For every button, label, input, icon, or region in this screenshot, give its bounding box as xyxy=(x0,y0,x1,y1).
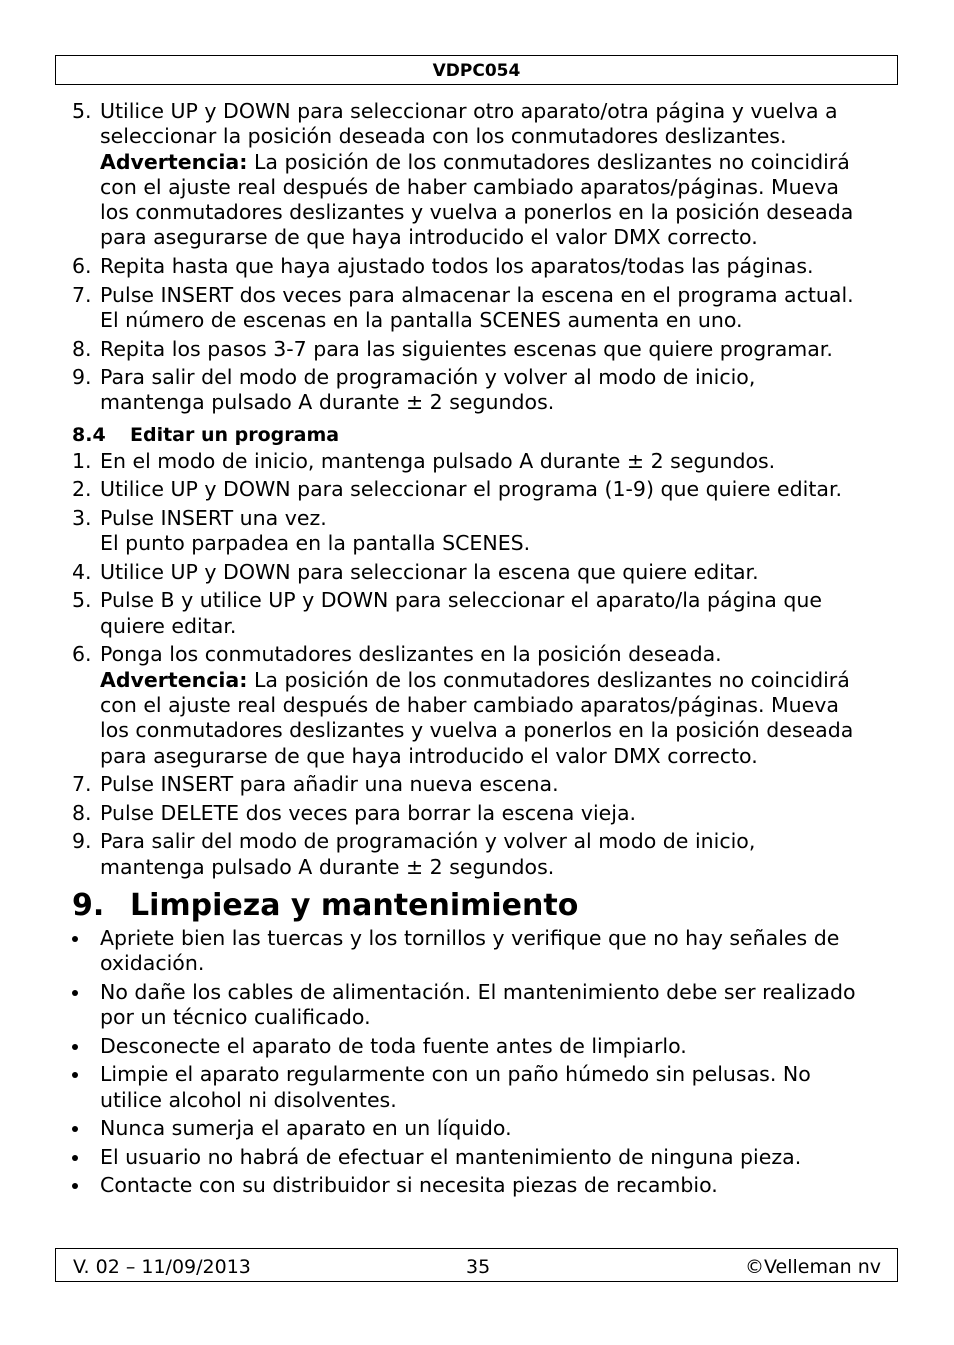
warning-line xyxy=(100,150,898,175)
list-item xyxy=(72,801,898,826)
section-title: Editar un programa xyxy=(130,423,340,446)
step-number: 9. xyxy=(72,829,92,854)
list-item xyxy=(72,926,898,977)
step-text-line: Repita los pasos 3-7 para las siguientes escenas que quiere programar. xyxy=(100,336,833,361)
list-item xyxy=(72,560,898,585)
steps-list-continued xyxy=(72,99,898,416)
list-item xyxy=(72,506,898,557)
step-number: 8. xyxy=(72,336,92,361)
footer-copyright: ©Velleman nv xyxy=(745,1256,881,1278)
step-number: 7. xyxy=(72,282,92,307)
list-item xyxy=(72,1145,898,1170)
step-text-line: Utilice UP y DOWN para seleccionar otro aparato/otra página y vuelva a xyxy=(100,99,838,123)
step-number: 2. xyxy=(72,477,92,502)
step-text-line: Pulse INSERT una vez. xyxy=(100,505,327,530)
step-text-line: seleccionar la posición deseada con los conmutadores deslizantes. xyxy=(100,124,787,149)
list-item xyxy=(72,99,898,251)
bullet-text-line: oxidación. xyxy=(100,951,205,976)
bullet-icon xyxy=(72,990,78,996)
step-text-line: En el modo de inicio, mantenga pulsado A durante ± 2 segundos. xyxy=(100,448,776,473)
footer-page-number: 35 xyxy=(466,1256,491,1278)
step-number: 5. xyxy=(72,588,92,613)
list-item xyxy=(72,1173,898,1198)
warning-text-line: los conmutadores deslizantes y vuelva a ponerlos en la posición deseada xyxy=(100,200,854,225)
maintenance-bullet-list xyxy=(72,926,898,1199)
step-text-line: Utilice UP y DOWN para seleccionar la escena que quiere editar. xyxy=(100,559,759,584)
warning-text: La posición de los conmutadores deslizantes no coincidirá xyxy=(247,149,850,174)
warning-text-line: para asegurarse de que haya introducido el valor DMX correcto. xyxy=(100,743,758,768)
steps-list-edit-program xyxy=(72,449,898,880)
bullet-text-line: Nunca sumerja el aparato en un líquido. xyxy=(100,1116,512,1141)
warning-line xyxy=(100,668,898,693)
step-text-line: Ponga los conmutadores deslizantes en la posición deseada. xyxy=(100,642,722,667)
step-text-line: Utilice UP y DOWN para seleccionar el programa (1-9) que quiere editar. xyxy=(100,477,843,502)
list-item xyxy=(72,1034,898,1059)
step-text-line: mantenga pulsado A durante ± 2 segundos. xyxy=(100,854,555,879)
step-number: 9. xyxy=(72,365,92,390)
step-number: 6. xyxy=(72,254,92,279)
step-number: 7. xyxy=(72,772,92,797)
bullet-text-line: Limpie el aparato regularmente con un paño húmedo sin pelusas. No xyxy=(100,1062,811,1087)
step-number: 8. xyxy=(72,800,92,825)
list-item xyxy=(72,772,898,797)
bullet-text-line: Desconecte el aparato de toda fuente antes de limpiarlo. xyxy=(100,1033,687,1058)
step-number: 1. xyxy=(72,448,92,473)
warning-label: Advertencia: xyxy=(100,667,248,692)
step-number: 6. xyxy=(72,642,92,667)
list-item xyxy=(72,477,898,502)
warning-text-line: con el ajuste real después de haber cambiado aparatos/páginas. Mueva xyxy=(100,692,839,717)
list-item xyxy=(72,588,898,639)
bullet-text-line: utilice alcohol ni disolventes. xyxy=(100,1087,397,1112)
bullet-text-line: Contacte con su distribuidor si necesita piezas de recambio. xyxy=(100,1173,718,1198)
step-text-line: mantenga pulsado A durante ± 2 segundos. xyxy=(100,390,555,415)
step-text-line: Pulse DELETE dos veces para borrar la escena vieja. xyxy=(100,800,637,825)
step-text-line: Pulse INSERT dos veces para almacenar la escena en el programa actual. xyxy=(100,282,854,307)
bullet-text-line: por un técnico cualificado. xyxy=(100,1005,371,1030)
step-number: 3. xyxy=(72,505,92,530)
list-item xyxy=(72,337,898,362)
bullet-icon xyxy=(72,936,78,942)
bullet-icon xyxy=(72,1155,78,1161)
bullet-text-line: No dañe los cables de alimentación. El mantenimiento debe ser realizado xyxy=(100,979,856,1004)
step-number: 5. xyxy=(72,99,92,123)
step-text-line: Repita hasta que haya ajustado todos los aparatos/todas las páginas. xyxy=(100,254,814,279)
list-item xyxy=(72,1116,898,1141)
step-text-line: El número de escenas en la pantalla SCENES aumenta en uno. xyxy=(100,307,743,332)
section-8-4-heading xyxy=(72,423,898,448)
list-item xyxy=(72,449,898,474)
step-text-line: El punto parpadea en la pantalla SCENES. xyxy=(100,531,531,556)
step-text-line: Para salir del modo de programación y volver al modo de inicio, xyxy=(100,829,756,854)
warning-label: Advertencia: xyxy=(100,149,248,174)
step-text-line: Pulse B y utilice UP y DOWN para seleccionar el aparato/la página que xyxy=(100,588,822,613)
bullet-text-line: El usuario no habrá de efectuar el mantenimiento de ninguna pieza. xyxy=(100,1144,802,1169)
section-number: 8.4 xyxy=(72,423,106,446)
chapter-number: 9. xyxy=(72,887,105,923)
bullet-icon xyxy=(72,1126,78,1132)
step-text-line: Para salir del modo de programación y volver al modo de inicio, xyxy=(100,365,756,390)
list-item xyxy=(72,642,898,768)
step-number: 4. xyxy=(72,559,92,584)
step-text-line: quiere editar. xyxy=(100,613,237,638)
page-content xyxy=(72,99,898,1202)
footer-version: V. 02 – 11/09/2013 xyxy=(73,1256,251,1278)
list-item xyxy=(72,1062,898,1113)
list-item xyxy=(72,365,898,416)
warning-text-line: para asegurarse de que haya introducido el valor DMX correcto. xyxy=(100,225,758,250)
list-item xyxy=(72,829,898,880)
bullet-icon xyxy=(72,1072,78,1078)
header-title: VDPC054 xyxy=(432,61,521,81)
bullet-text-line: Apriete bien las tuercas y los tornillos y verifique que no hay señales de xyxy=(100,925,840,950)
bullet-icon xyxy=(72,1183,78,1189)
step-text-line: Pulse INSERT para añadir una nueva escena. xyxy=(100,772,559,797)
warning-text: La posición de los conmutadores deslizantes no coincidirá xyxy=(247,667,850,692)
warning-text-line: los conmutadores deslizantes y vuelva a ponerlos en la posición deseada xyxy=(100,718,854,743)
list-item xyxy=(72,980,898,1031)
list-item xyxy=(72,283,898,334)
warning-text-line: con el ajuste real después de haber cambiado aparatos/páginas. Mueva xyxy=(100,174,839,199)
bullet-icon xyxy=(72,1044,78,1050)
page-header xyxy=(55,55,898,85)
page-footer xyxy=(55,1248,898,1282)
section-9-heading xyxy=(72,886,898,926)
chapter-title: Limpieza y mantenimiento xyxy=(130,887,579,923)
list-item xyxy=(72,254,898,279)
